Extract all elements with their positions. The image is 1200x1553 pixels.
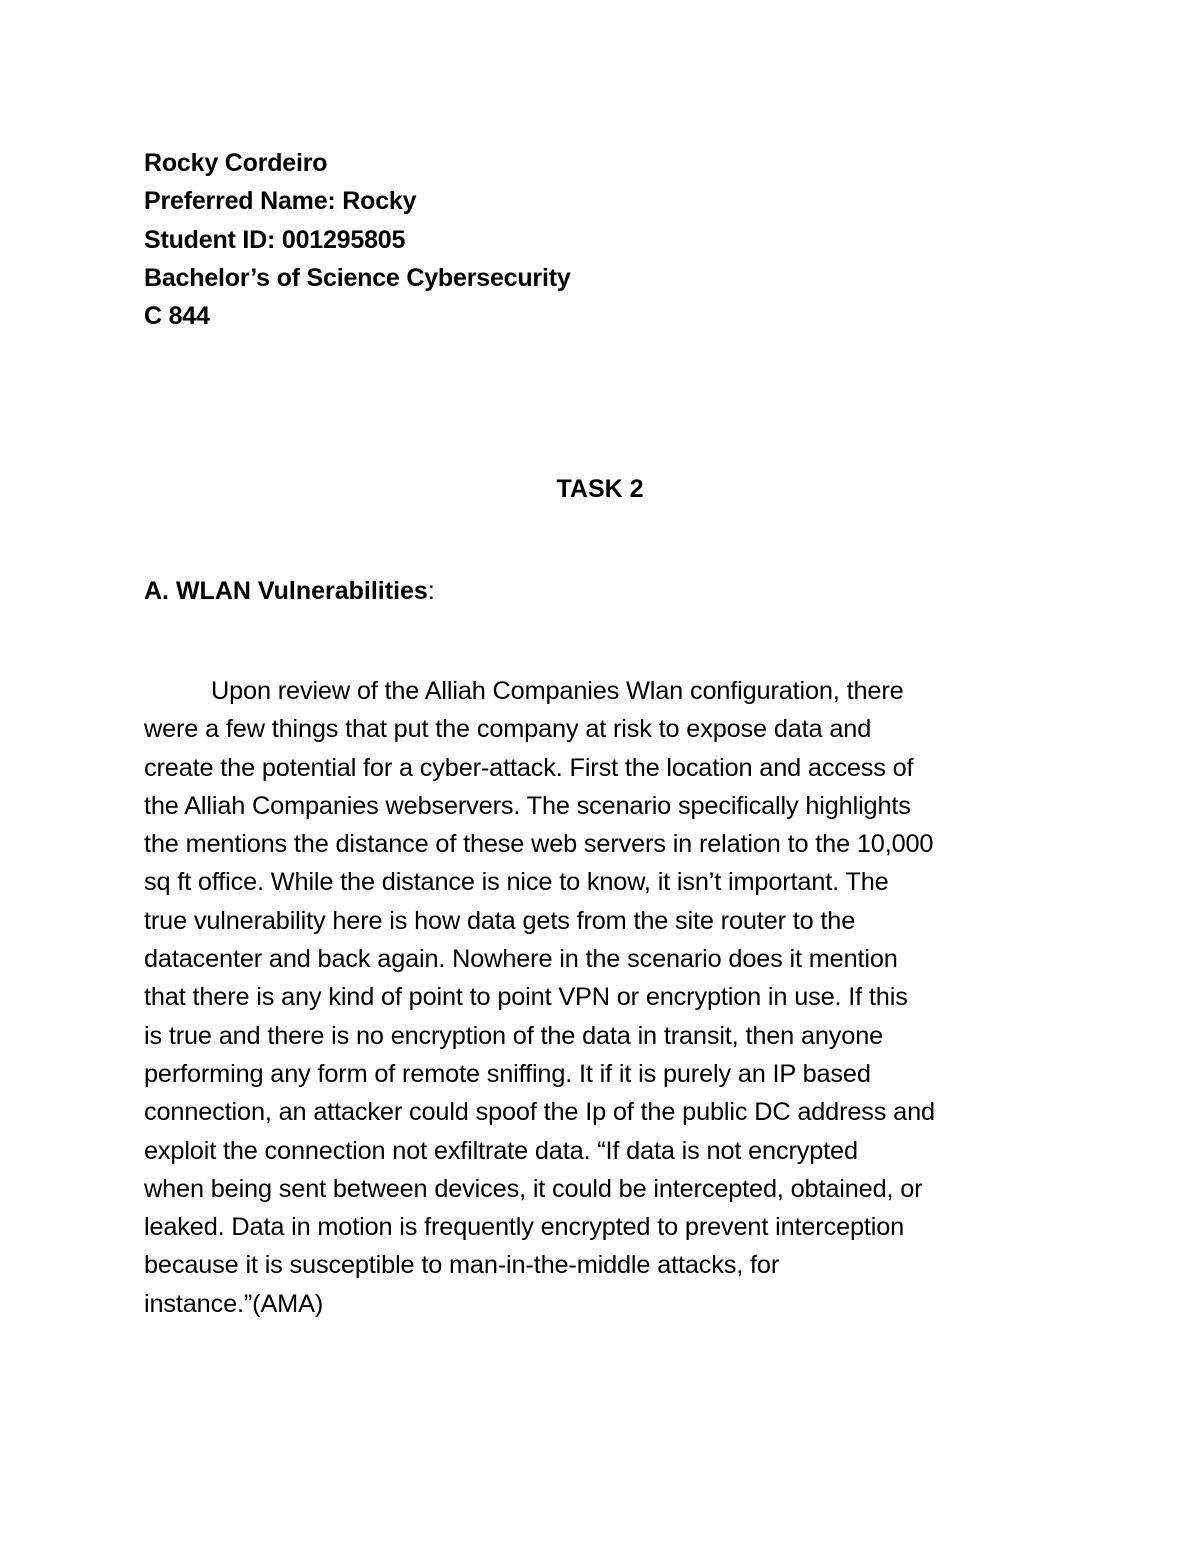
student-id: Student ID: 001295805 — [144, 225, 406, 254]
paragraph-line: exploit the connection not exfiltrate data. “If data is not encrypted — [144, 1136, 858, 1165]
paragraph-line: leaked. Data in motion is frequently encrypted to prevent interception — [144, 1213, 905, 1242]
paragraph-line: connection, an attacker could spoof the Ip of the public DC address and — [144, 1098, 935, 1127]
course-code: C 844 — [144, 302, 210, 331]
paragraph-line: when being sent between devices, it could be intercepted, obtained, or — [144, 1174, 923, 1203]
section-heading-text: A. WLAN Vulnerabilities — [144, 577, 428, 605]
paragraph-line: sq ft office. While the distance is nice to know, it isn’t important. The — [144, 868, 889, 897]
paragraph-line: were a few things that put the company at risk to expose data and — [144, 715, 872, 744]
section-heading — [144, 574, 435, 608]
student-name: Rocky Cordeiro — [144, 149, 328, 177]
paragraph-line: the mentions the distance of these web servers in relation to the 10,000 — [144, 830, 934, 859]
paragraph-line: because it is susceptible to man-in-the-middle attacks, for — [144, 1251, 780, 1280]
paragraph-line: instance.”(AMA) — [144, 1289, 324, 1318]
paragraph-line: performing any form of remote sniffing. It if it is purely an IP based — [144, 1059, 871, 1088]
student-info-block — [144, 144, 1044, 335]
paragraph-line: that there is any kind of point to point VPN or encryption in use. If this — [144, 983, 908, 1012]
paragraph-line: datacenter and back again. Nowhere in the scenario does it mention — [144, 945, 898, 974]
paragraph-line: Upon review of the Alliah Companies Wlan configuration, there — [211, 677, 904, 705]
section-heading-colon: : — [427, 577, 435, 605]
degree-program: Bachelor’s of Science Cybersecurity — [144, 263, 571, 292]
paragraph-line: is true and there is no encryption of the data in transit, then anyone — [144, 1021, 884, 1050]
preferred-name: Preferred Name: Rocky — [144, 187, 417, 216]
paragraph-line: the Alliah Companies webservers. The scenario specifically highlights — [144, 791, 911, 820]
paragraph-line: true vulnerability here is how data gets from the site router to the — [144, 906, 856, 935]
paragraph-line: create the potential for a cyber-attack. First the location and access of — [144, 753, 914, 782]
task-title: TASK 2 — [556, 475, 644, 503]
body-paragraph — [144, 672, 1044, 1323]
